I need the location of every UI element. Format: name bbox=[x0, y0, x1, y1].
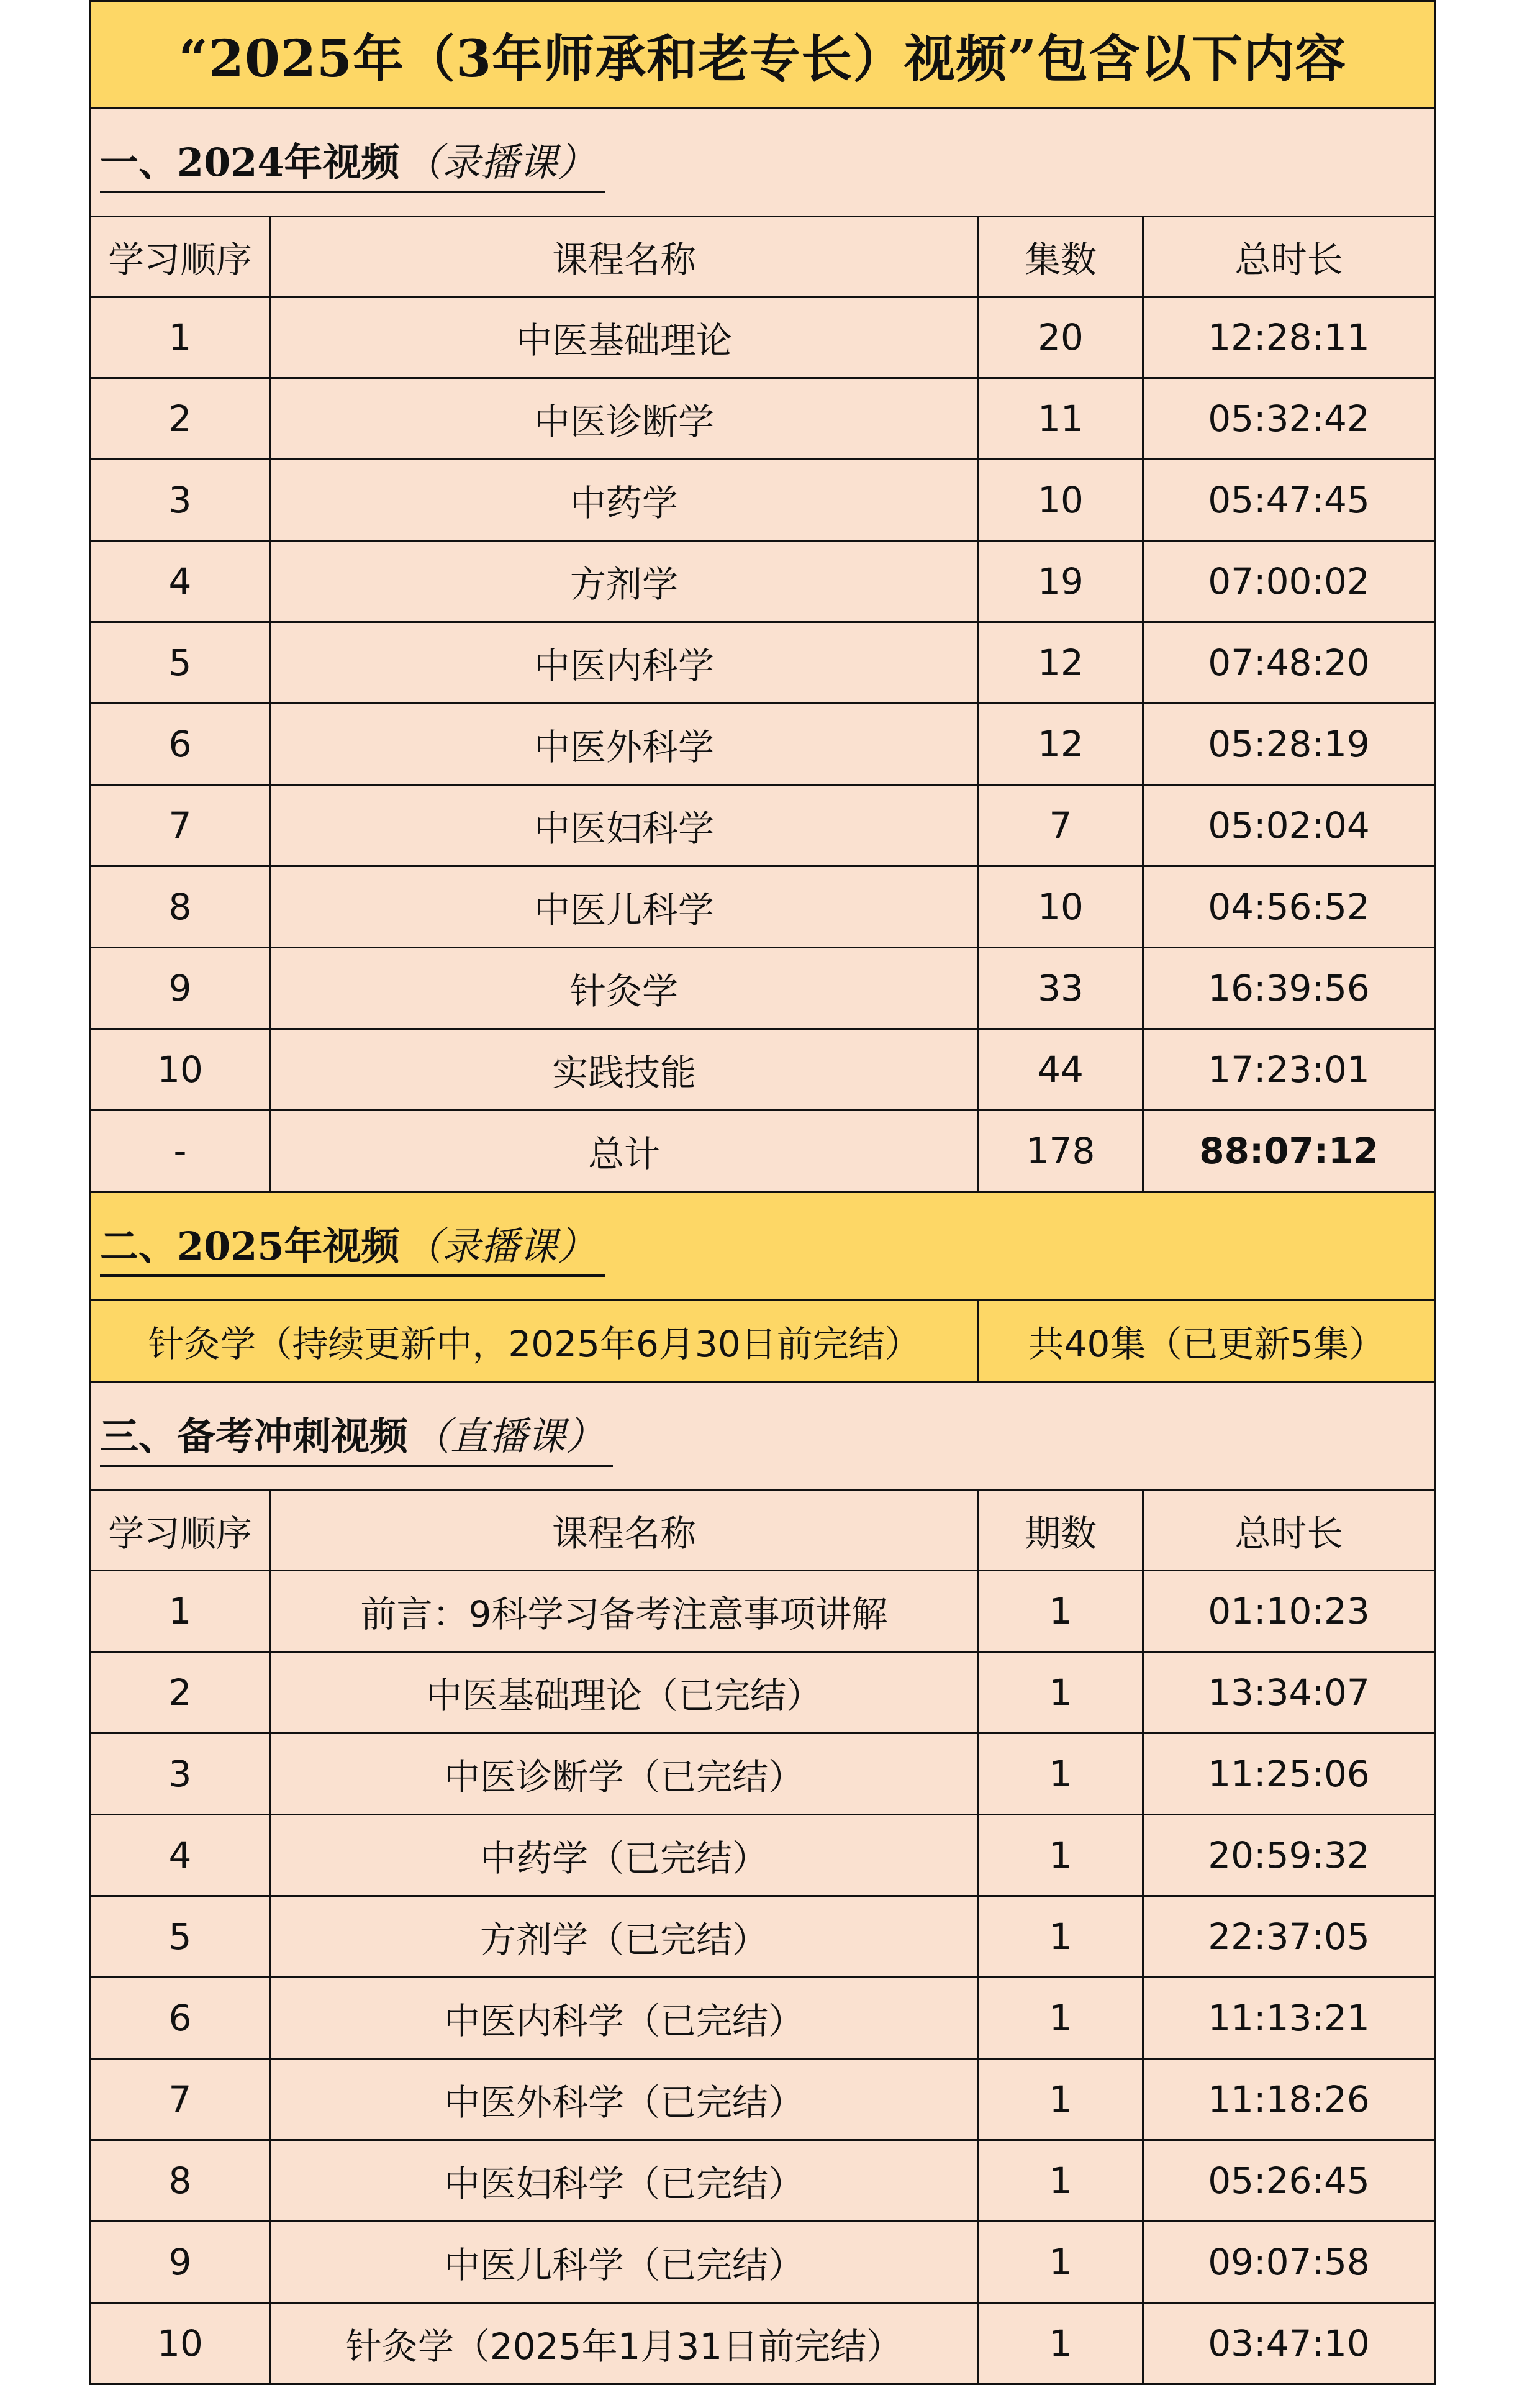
row-duration: 11:25:06 bbox=[1208, 1753, 1370, 1795]
row-duration: 20:59:32 bbox=[1208, 1834, 1370, 1876]
row-count: 7 bbox=[979, 786, 1144, 865]
section1-title bbox=[100, 132, 605, 193]
table-row bbox=[91, 1734, 1434, 1815]
row-count: 1 bbox=[979, 1815, 1144, 1895]
row-duration: 11:18:26 bbox=[1208, 2078, 1370, 2120]
row-count: 1 bbox=[979, 1571, 1144, 1651]
row-order: 7 bbox=[91, 786, 271, 865]
row-order: 2 bbox=[91, 1653, 271, 1732]
section1-column-headers bbox=[91, 217, 1434, 298]
row-duration: 09:07:58 bbox=[1208, 2241, 1370, 2283]
col-header-sessions: 期数 bbox=[979, 1491, 1144, 1570]
row-course-name: 方剂学 bbox=[271, 542, 979, 621]
row-course-name: 中医内科学（已完结） bbox=[271, 1978, 979, 2058]
row-count: 1 bbox=[979, 1897, 1144, 1976]
row-duration: 11:13:21 bbox=[1208, 1997, 1370, 2039]
row-count: 20 bbox=[979, 298, 1144, 377]
row-count: 1 bbox=[979, 2222, 1144, 2302]
row-order: 8 bbox=[91, 867, 271, 947]
row-count: 11 bbox=[979, 379, 1144, 458]
row-count: 33 bbox=[979, 948, 1144, 1028]
row-order: 3 bbox=[91, 1734, 271, 1814]
row-duration: 01:10:23 bbox=[1208, 1590, 1370, 1632]
row-duration: 05:02:04 bbox=[1208, 804, 1370, 847]
table-row bbox=[91, 2222, 1434, 2304]
title-row bbox=[91, 0, 1434, 109]
table-row bbox=[91, 2060, 1434, 2141]
row-duration: 13:34:07 bbox=[1208, 1671, 1370, 1714]
row-count: 1 bbox=[979, 1653, 1144, 1732]
row-count: 10 bbox=[979, 460, 1144, 540]
row-course-name: 中医儿科学 bbox=[271, 867, 979, 947]
row-duration: 04:56:52 bbox=[1208, 886, 1370, 928]
row-duration: 05:28:19 bbox=[1208, 723, 1370, 765]
section1-total-row bbox=[91, 1111, 1434, 1192]
row-course-name: 中医诊断学 bbox=[271, 379, 979, 458]
row-course-name: 中医内科学 bbox=[271, 623, 979, 702]
row-duration: 05:32:42 bbox=[1208, 398, 1370, 440]
section2-subtitle: （录播课） bbox=[403, 1223, 596, 1269]
section3-title bbox=[100, 1406, 613, 1467]
row-course-name: 针灸学（2025年1月31日前完结） bbox=[271, 2304, 979, 2383]
col-header-duration: 总时长 bbox=[1234, 1512, 1343, 1555]
section2-row bbox=[91, 1301, 1434, 1383]
section2-heading: 二、2025年视频 bbox=[100, 1223, 400, 1269]
row-duration: 12:28:11 bbox=[1208, 316, 1370, 358]
section3-column-headers bbox=[91, 1491, 1434, 1571]
row-duration: 05:26:45 bbox=[1208, 2160, 1370, 2202]
table-row bbox=[91, 704, 1434, 786]
row-count: 19 bbox=[979, 542, 1144, 621]
section2-title bbox=[100, 1215, 605, 1277]
col-header-order: 学习顺序 bbox=[91, 217, 271, 296]
table-row bbox=[91, 623, 1434, 704]
row-duration: 17:23:01 bbox=[1208, 1048, 1370, 1091]
col-header-order: 学习顺序 bbox=[91, 1491, 271, 1570]
total-label: 总计 bbox=[271, 1111, 979, 1191]
total-episodes: 178 bbox=[979, 1111, 1144, 1191]
row-order: 5 bbox=[91, 623, 271, 702]
row-order: 2 bbox=[91, 379, 271, 458]
col-header-episodes: 集数 bbox=[979, 217, 1144, 296]
row-order: 3 bbox=[91, 460, 271, 540]
row-course-name: 中医基础理论（已完结） bbox=[271, 1653, 979, 1732]
row-order: 6 bbox=[91, 1978, 271, 2058]
row-course-name: 中医妇科学 bbox=[271, 786, 979, 865]
section2-count: 共40集（已更新5集） bbox=[1028, 1323, 1385, 1365]
table-row bbox=[91, 2141, 1434, 2222]
row-duration: 05:47:45 bbox=[1208, 479, 1370, 521]
table-row bbox=[91, 1030, 1434, 1111]
table-row bbox=[91, 379, 1434, 460]
row-course-name: 前言：9科学习备考注意事项讲解 bbox=[271, 1571, 979, 1651]
table-row bbox=[91, 867, 1434, 948]
total-order: - bbox=[91, 1111, 271, 1191]
row-count: 1 bbox=[979, 2060, 1144, 2139]
section1-table-body bbox=[91, 298, 1434, 1111]
section3-subtitle: （直播课） bbox=[412, 1413, 605, 1459]
col-header-course: 课程名称 bbox=[271, 217, 979, 296]
row-count: 1 bbox=[979, 2141, 1144, 2220]
row-order: 1 bbox=[91, 1571, 271, 1651]
table-row bbox=[91, 786, 1434, 867]
row-course-name: 中医妇科学（已完结） bbox=[271, 2141, 979, 2220]
table-row bbox=[91, 1815, 1434, 1897]
row-order: 6 bbox=[91, 704, 271, 784]
row-order: 4 bbox=[91, 1815, 271, 1895]
row-duration: 07:00:02 bbox=[1208, 560, 1370, 602]
row-order: 8 bbox=[91, 2141, 271, 2220]
col-header-course: 课程名称 bbox=[271, 1491, 979, 1570]
row-course-name: 中医基础理论 bbox=[271, 298, 979, 377]
sheet-title: “2025年（3年师承和老专长）视频”包含以下内容 bbox=[178, 29, 1347, 89]
row-course-name: 中医外科学 bbox=[271, 704, 979, 784]
section1-subtitle: （录播课） bbox=[403, 139, 596, 185]
row-order: 4 bbox=[91, 542, 271, 621]
row-count: 1 bbox=[979, 1978, 1144, 2058]
row-count: 10 bbox=[979, 867, 1144, 947]
table-row bbox=[91, 2304, 1434, 2385]
table-row bbox=[91, 1571, 1434, 1653]
table-row bbox=[91, 1978, 1434, 2060]
course-sheet bbox=[89, 0, 1436, 2385]
table-row bbox=[91, 298, 1434, 379]
table-row bbox=[91, 948, 1434, 1030]
row-course-name: 针灸学 bbox=[271, 948, 979, 1028]
row-course-name: 中医诊断学（已完结） bbox=[271, 1734, 979, 1814]
col-header-duration: 总时长 bbox=[1234, 238, 1343, 281]
row-duration: 16:39:56 bbox=[1208, 967, 1370, 1009]
row-order: 1 bbox=[91, 298, 271, 377]
row-duration: 03:47:10 bbox=[1208, 2322, 1370, 2365]
section3-header bbox=[91, 1383, 1434, 1491]
row-course-name: 中医儿科学（已完结） bbox=[271, 2222, 979, 2302]
row-count: 1 bbox=[979, 1734, 1144, 1814]
row-order: 5 bbox=[91, 1897, 271, 1976]
row-count: 12 bbox=[979, 623, 1144, 702]
row-duration: 22:37:05 bbox=[1208, 1915, 1370, 1958]
row-course-name: 中医外科学（已完结） bbox=[271, 2060, 979, 2139]
table-row bbox=[91, 1897, 1434, 1978]
total-duration: 88:07:12 bbox=[1199, 1130, 1379, 1172]
section1-header bbox=[91, 109, 1434, 217]
row-count: 12 bbox=[979, 704, 1144, 784]
row-count: 44 bbox=[979, 1030, 1144, 1109]
row-course-name: 中药学 bbox=[271, 460, 979, 540]
row-order: 9 bbox=[91, 948, 271, 1028]
section2-course: 针灸学（持续更新中，2025年6月30日前完结） bbox=[91, 1301, 979, 1381]
row-course-name: 实践技能 bbox=[271, 1030, 979, 1109]
row-order: 10 bbox=[91, 2304, 271, 2383]
row-course-name: 中药学（已完结） bbox=[271, 1815, 979, 1895]
row-order: 10 bbox=[91, 1030, 271, 1109]
table-row bbox=[91, 1653, 1434, 1734]
section3-table-body bbox=[91, 1571, 1434, 2385]
section1-heading: 一、2024年视频 bbox=[100, 139, 400, 185]
row-count: 1 bbox=[979, 2304, 1144, 2383]
row-order: 9 bbox=[91, 2222, 271, 2302]
table-row bbox=[91, 542, 1434, 623]
table-row bbox=[91, 460, 1434, 542]
section3-heading: 三、备考冲刺视频 bbox=[100, 1413, 409, 1459]
row-order: 7 bbox=[91, 2060, 271, 2139]
row-duration: 07:48:20 bbox=[1208, 642, 1370, 684]
row-course-name: 方剂学（已完结） bbox=[271, 1897, 979, 1976]
section2-header bbox=[91, 1192, 1434, 1301]
